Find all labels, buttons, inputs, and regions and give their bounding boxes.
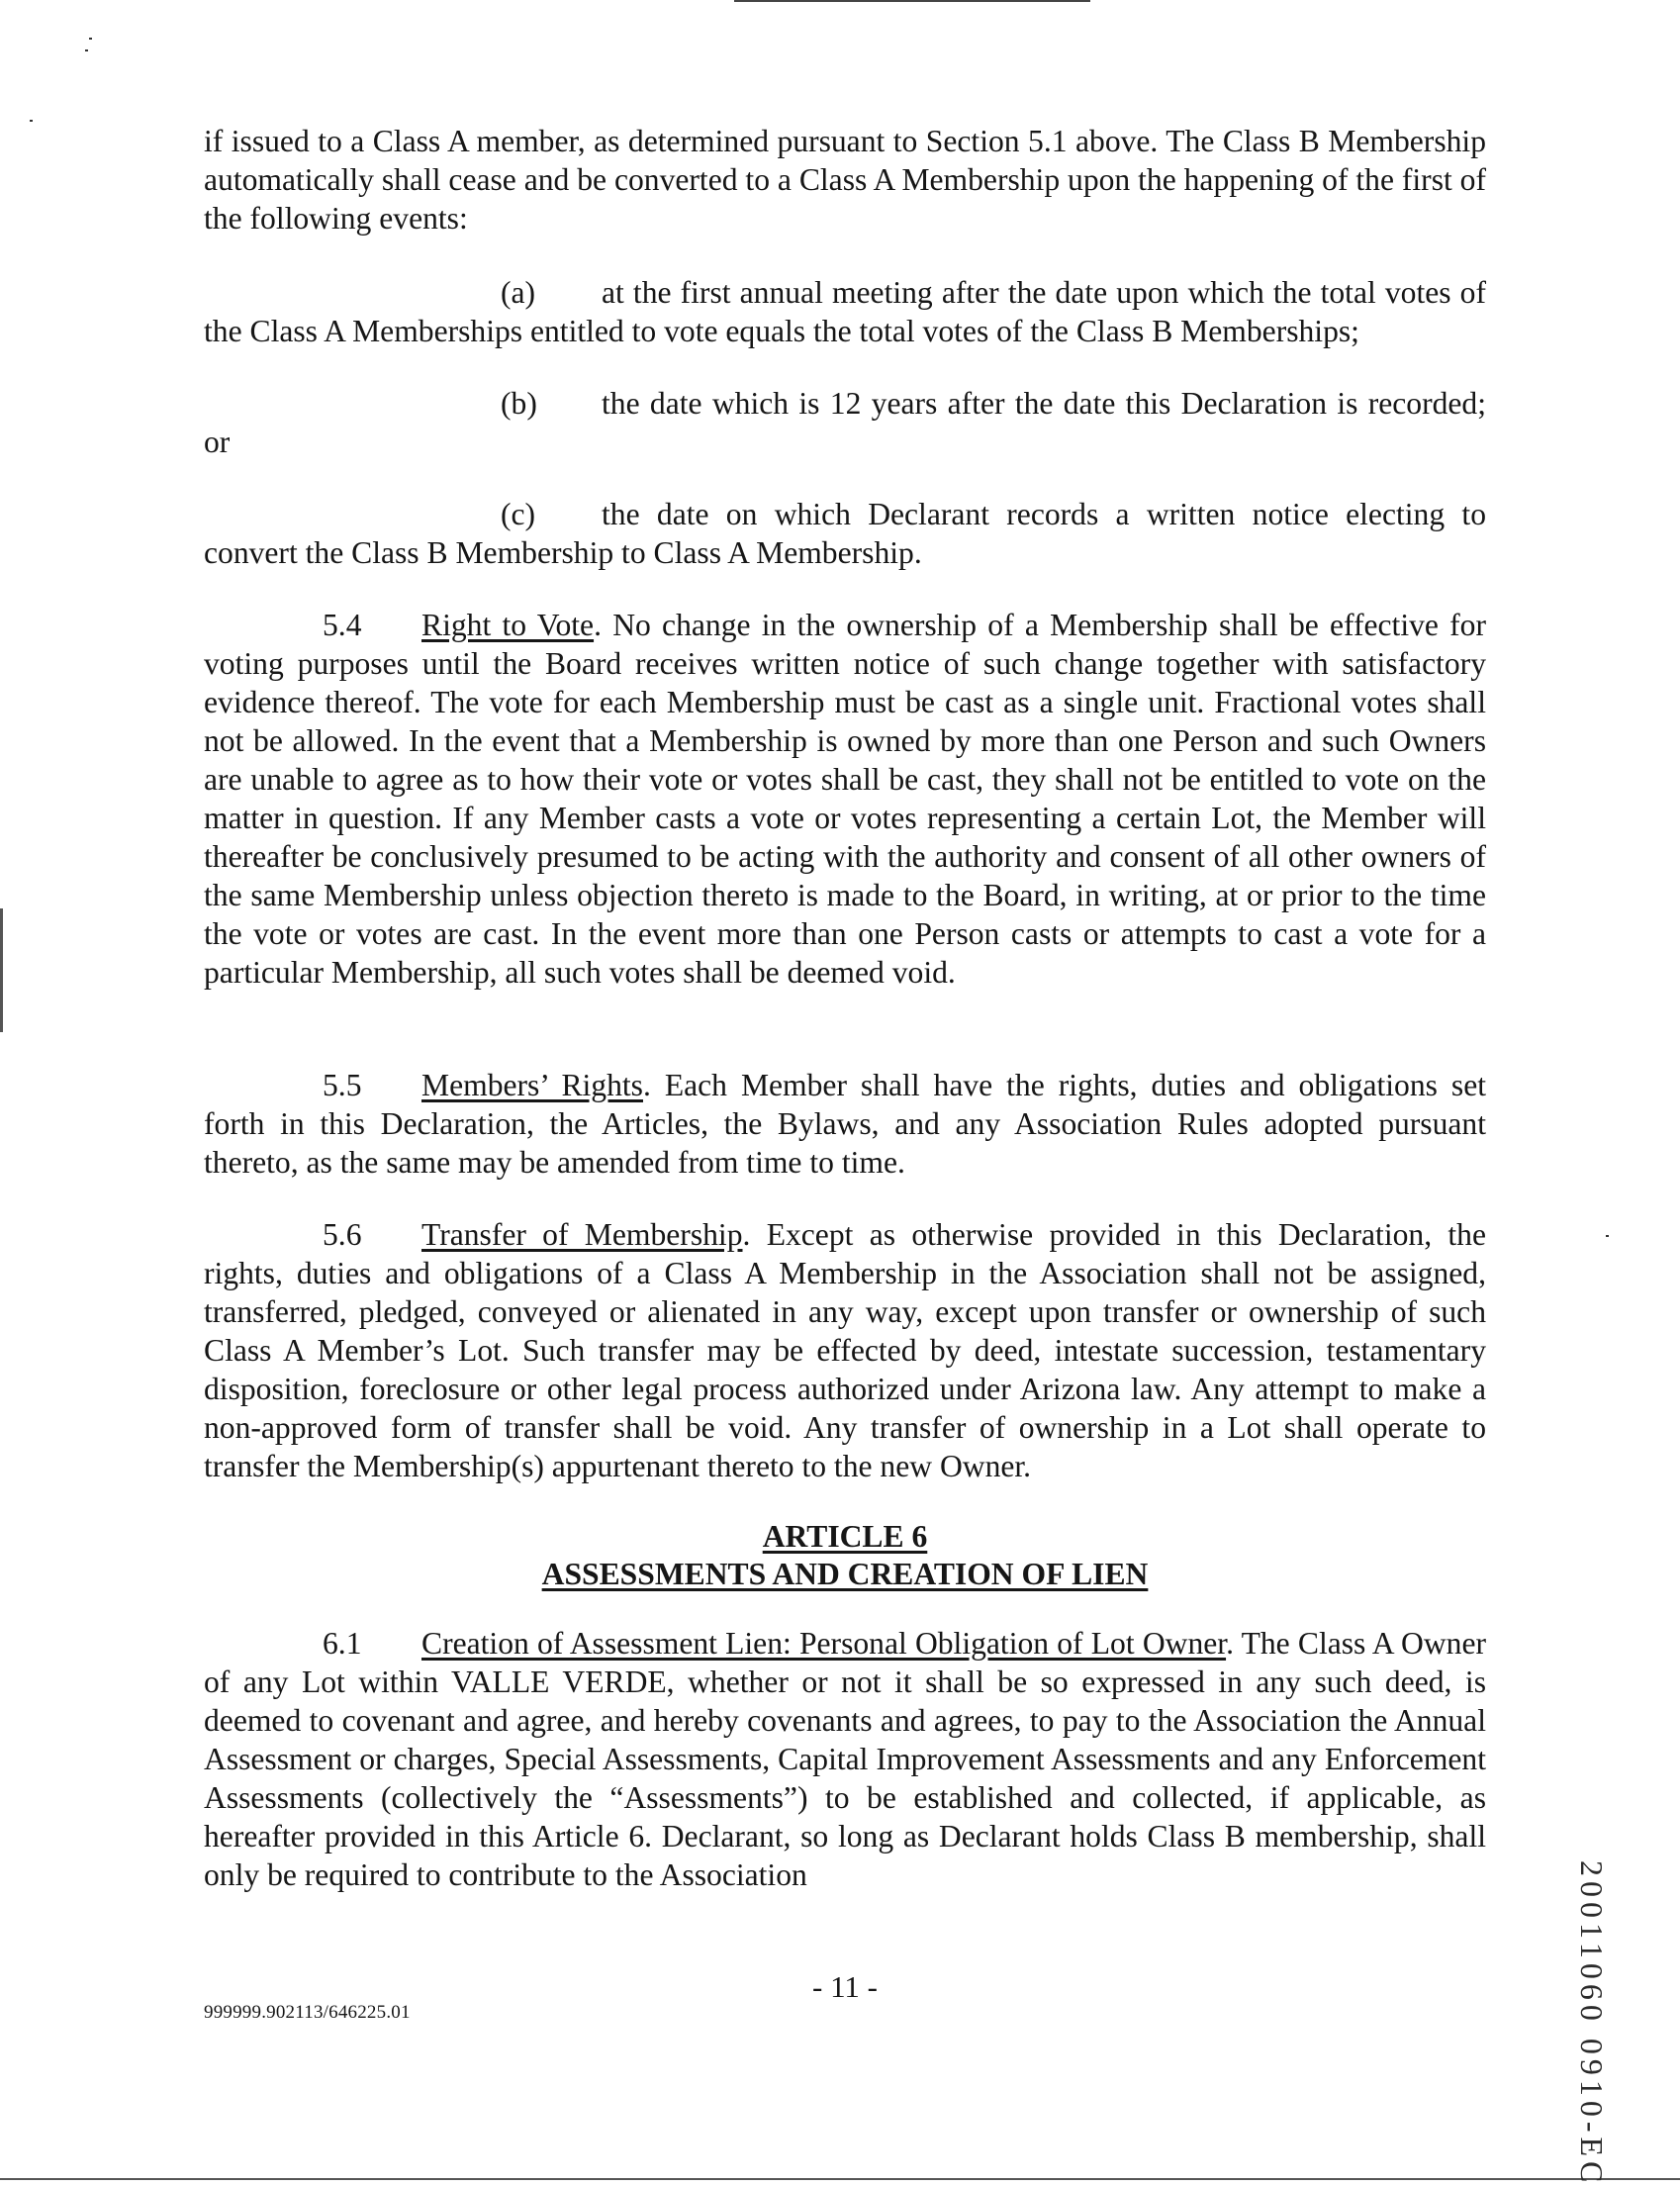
list-item-text: the date which is 12 years after the date this Declaration is recorded; or	[204, 386, 1486, 459]
article-number: ARTICLE 6	[762, 1519, 928, 1554]
section-5-4	[204, 606, 1486, 992]
section-number: 5.6	[323, 1217, 362, 1252]
list-item-marker: (c)	[501, 497, 536, 531]
intro-paragraph: if issued to a Class A member, as determined pursuant to Section 5.1 above. The Class B Membership automatically shall cease and be converted to a Class A Membership upon the happening of the first of the following events:	[204, 124, 1486, 236]
section-number: 6.1	[323, 1626, 362, 1661]
list-item-c	[204, 495, 1486, 572]
list-item-text: at the first annual meeting after the date upon which the total votes of the Class A Memberships entitled to vote equals the total votes of the Class B Memberships;	[204, 275, 1486, 348]
article-title: ASSESSMENTS AND CREATION OF LIEN	[541, 1557, 1149, 1591]
section-number: 5.4	[323, 608, 362, 642]
section-5-5	[204, 1066, 1486, 1182]
top-scan-line	[734, 0, 1090, 2]
scan-speck	[30, 120, 33, 122]
section-number: 5.5	[323, 1068, 362, 1102]
section-text: . No change in the ownership of a Membership shall be effective for voting purposes until the Board receives written notice of such change together with satisfactory evidence thereof. The vote for each Membership must be cast as a single unit. Fractional votes shall not be allowed. In the event that a Membership is owned by more than one Person and such Owners are unable to agree as to how their vote or votes shall be cast, they shall not be entitled to vote on the matter in question. If any Member casts a vote or votes representing a certain Lot, the Member will thereafter be conclusively presumed to be acting with the authority and consent of all other owners of the same Membership unless objection thereto is made to the Board, in writing, at or prior to the time the vote or votes are cast. In the event more than one Person casts or attempts to cast a vote for a particular Membership, all such votes shall be deemed void.	[204, 608, 1486, 990]
bottom-scan-line	[0, 2178, 1680, 2180]
list-item-b	[204, 384, 1486, 461]
list-item-a	[204, 273, 1486, 350]
scan-speck	[85, 49, 88, 51]
recording-number: 20011060 0910-EC	[1574, 1860, 1610, 2187]
scan-speck	[89, 38, 92, 40]
section-text: . The Class A Owner of any Lot within VALLE VERDE, whether or not it shall be so expressed in any such deed, is deemed to covenant and agree, and hereby covenants and agrees, to pay to the Association the Annual Assessment or charges, Special Assessments, Capital Improvement Assessments and any Enforcement Assessments (collectively the “Assessments”) to be established and collected, if applicable, as hereafter provided in this Article 6. Declarant, so long as Declarant holds Class B membership, shall only be required to contribute to the Association	[204, 1626, 1487, 1892]
page-number: - 11 -	[812, 1969, 878, 2004]
section-5-6	[204, 1215, 1486, 1485]
section-text: . Except as otherwise provided in this Declaration, the rights, duties and obligations of a Class A Membership in the Association shall not be assigned, transferred, pledged, conveyed or alienated in any way, except upon transfer or ownership of such Class A Member’s Lot. Such transfer may be effected by deed, intestate succession, testamentary disposition, foreclosure or other legal process authorized under Arizona law. Any attempt to make a non-approved form of transfer shall be void. Any transfer of ownership in a Lot shall operate to transfer the Membership(s) appurtenant thereto to the new Owner.	[204, 1217, 1487, 1483]
scan-speck	[1606, 1235, 1609, 1237]
left-edge-mark	[0, 908, 3, 1032]
section-title: Members’ Rights	[421, 1068, 643, 1102]
section-title: Right to Vote	[421, 608, 595, 642]
list-item-marker: (a)	[501, 275, 536, 310]
section-title: Transfer of Membership	[421, 1217, 743, 1252]
document-code: 999999.902113/646225.01	[204, 2002, 411, 2023]
list-item-text: the date on which Declarant records a written notice electing to convert the Class B Membership to Class A Membership.	[204, 497, 1486, 570]
section-text: . Each Member shall have the rights, duties and obligations set forth in this Declaration, the Articles, the Bylaws, and any Association Rules adopted pursuant thereto, as the same may be amended from time to time.	[204, 1068, 1486, 1180]
section-title: Creation of Assessment Lien: Personal Obligation of Lot Owner	[421, 1626, 1227, 1661]
list-item-marker: (b)	[501, 386, 537, 421]
section-6-1	[204, 1624, 1486, 1894]
